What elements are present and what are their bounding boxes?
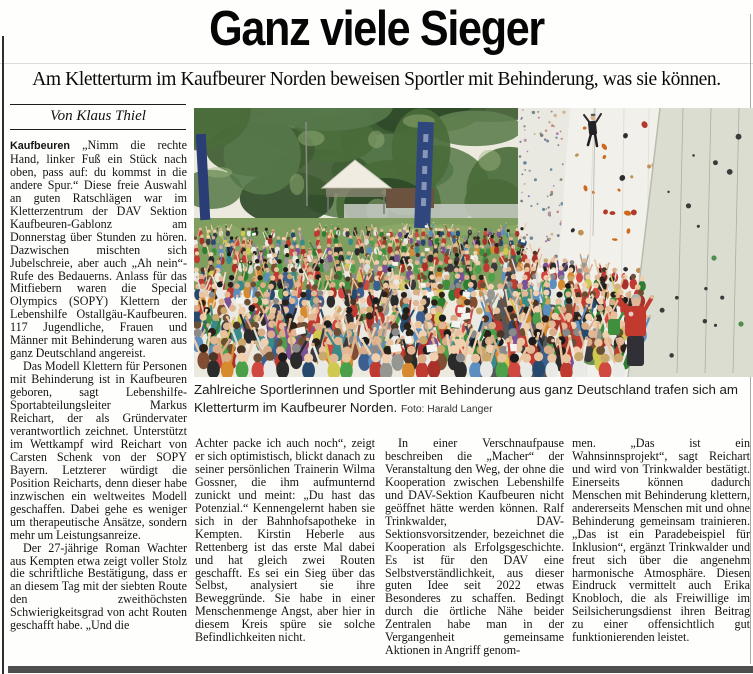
paragraph [10, 139, 187, 360]
article-column-2 [195, 437, 375, 644]
paragraph-text: „Nimm die rechte Hand, linker Fuß ein Stück nach oben, pass auf: du kommst in die andere Spur.“ Diese freie Auswahl an guten Ratschlägen war im Kletterzentrum der DAV Sektion Kaufbeuren-Gablonz am Donnerstag über Stunden zu hören. Dazwischen mischten sich Jubelschreie, aber auch „Ah nein“-Rufe des Bedauerns. Anlass für das Mitfiebern waren die Special Olympics (SOPY) Klettern der Lebenshilfe Ostallgäu-Kaufbeuren. 117 Jugendliche, Frauen und Männer mit Behinderung waren aus ganz Deutschland angereist. [10, 138, 187, 361]
section-divider-bar [8, 666, 753, 673]
paragraph: Das Modell Klettern für Personen mit Behinderung ist in Kaufbeuren geboren, sagt Lebenshilfe-Sportabteilungsleiter Markus Reichart, der als Gründervater verantwortlich zeichnet. Unterstützt im Wettkampf wird Reichart von Carsten Schenk von der SOPY Bayern. Letzterer würdigt die Position Reicharts, denn dieser habe inzwischen ein weltweites Modell geschaffen. Dabei gehe es weniger um therapeutische Ansätze, sondern mehr um Leistungsanreize. [10, 359, 187, 542]
photo-credit: Foto: Harald Langer [400, 403, 493, 415]
subheadline: Am Kletterturm im Kaufbeurer Norden beweisen Sportler mit Behinderung, was sie können. [32, 69, 721, 90]
byline-rule-bottom [10, 129, 186, 130]
paragraph: In einer Verschnaufpause beschreiben die „Macher“ der Veranstaltung den Weg, der ohne die Kooperation zwischen Lebenshilfe und DAV-Sektion Kaufbeuren nicht geöffnet hätte werden können. Ralf Trinkwalder, DAV-Sektionsvorsitzender, bezeichnet die Kooperation als Erfolgsgeschichte. Es ist für den DAV eine Selbstverständlichkeit, aus dieser guten Idee seit 2022 etwas Besonderes zu schaffen. Bedingt durch die örtliche Nähe beider Zentralen habe man in der Vergangenheit gemeinsame Aktionen in Angriff genom- [385, 436, 564, 658]
article-column-4 [572, 437, 750, 644]
crowd-climbing-tower-photo [194, 108, 753, 377]
paragraph: Achter packe ich auch noch“, zeigt er sich optimistisch, blickt danach zu seiner persönlichen Trainerin Wilma Gossner, die ihm aufmunternd zunickt und meint: „Du hast das Potenzial.“ Kennengelernt haben sie sich in der Bahnhofsapotheke in Kempten. Kirstin Heberle aus Rettenberg ist das erste Mal dabei und hat gleich zwei Routen geschafft. Es sei ein Sieg über das Selbst, analysiert sie ihre Beweggründe. Sie habe in einer Menschenmenge Angst, aber hier in diesem Kreis spüre sie solche Befindlichkeiten nicht. [195, 436, 375, 645]
paragraph: Der 27-jährige Roman Wachter aus Kempten etwa zeigt voller Stolz die schriftliche Bestätigung, dass er an diesem Tag mit der siebten Route den zweithöchsten Schwierigkeitsgrad von acht Routen geschafft habe. „Und die [10, 540, 187, 633]
photo-caption [194, 381, 753, 418]
paragraph: men. „Das ist ein Wahnsinnsprojekt“, sagt Reichart und wird von Trinkwalder bestätigt. Einerseits können dadurch Menschen mit Behinderung klettern, andererseits Menschen mit und ohne Behinderung gemeinsam trainieren. „Das ist ein Paradebeispiel für Inklusion“, ergänzt Trinkwalder und freut sich über die angenehm harmonische Atmosphäre. Diesen Eindruck vermittelt auch Erika Knobloch, die als Freiwillige im Seilsicherungsdienst ihren Beitrag zu einer offensichtlich gut funktionierenden leistet. [572, 436, 750, 645]
left-column-rule [2, 36, 4, 674]
byline: Von Klaus Thiel [50, 108, 146, 124]
article-column-1 [10, 139, 187, 632]
byline-block [10, 104, 186, 130]
article-column-3 [385, 437, 564, 657]
page-title: Ganz viele Sieger [209, 2, 544, 56]
dateline: Kaufbeuren [10, 140, 70, 152]
headline-divider [0, 63, 753, 64]
article-photo [194, 108, 753, 377]
photo-caption-text: Zahlreiche Sportlerinnen und Sportler mit Behinderung aus ganz Deutschland trafen sich am Kletterturm im Kaufbeurer Norden. [194, 382, 739, 415]
